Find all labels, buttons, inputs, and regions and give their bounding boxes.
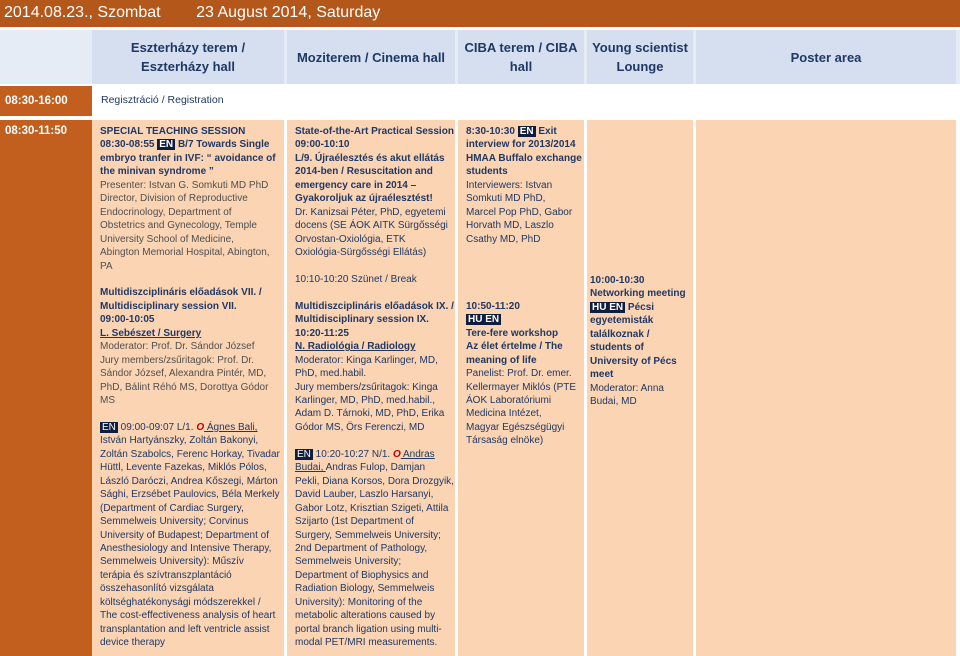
moderator: Moderator: Kinga Karlinger, MD, [295, 354, 438, 366]
interviewers: Horvath MD, Laszlo [466, 220, 554, 232]
interviewers: Somkuti MD PhD, [466, 193, 546, 205]
event-title: students [466, 166, 508, 178]
jury-members: Jury members/zsűritagok: Prof. Dr. [100, 354, 254, 366]
column-cinema-hall [287, 120, 455, 656]
presenter-affiliation: Obstetrics and Gynecology, Temple [100, 220, 257, 232]
header-poster-area: Poster area [696, 30, 956, 84]
abstract-id: 10:20-10:27 N/1. [312, 448, 393, 460]
panelist: Magyar Egészségügyi [466, 421, 565, 433]
abstract-text: University of Budapest; Department of [100, 529, 269, 541]
abstract-text: terápia és szívtranszplantáció [100, 569, 232, 581]
slot-time: 08:30-08:55 [100, 139, 158, 151]
break-slot: 10:10-10:20 Szünet / Break [295, 273, 417, 285]
language-badge: EN [297, 448, 311, 460]
session-topic: N. Radiológia / Radiology [295, 341, 416, 353]
presenting-author: Budai, [295, 462, 326, 474]
presenter-affiliation: PA [100, 260, 113, 272]
networking-title: students of [590, 342, 644, 354]
abstract-text: Hüttl, Levente Fazekas, Miklós Pólos, [100, 462, 267, 474]
abstract-text: költséghatékonysági módszerekkel / [100, 596, 261, 608]
jury-members: Karlinger, MD, PhD, med.habil., [295, 395, 436, 407]
talk-title: embryo tranfer in IVF: “ avoidance of [100, 152, 276, 164]
special-session-title: SPECIAL TEACHING SESSION [100, 126, 246, 137]
registration-label: Regisztráció / Registration [101, 94, 224, 106]
talk-title: B/7 Towards Single [175, 139, 270, 151]
talk-title: L/9. Újraélesztés és akut ellátás [295, 152, 445, 164]
session-topic: L. Sebészet / Surgery [100, 327, 202, 339]
abstract-text: device therapy [100, 637, 166, 649]
language-badge: EN [159, 139, 174, 151]
abstract-text: metabolic alterations caused by [295, 610, 436, 622]
abstract-text: David Lauber, Laszlo Harsanyi, [295, 489, 434, 501]
jury-members: PhD, Bálint Réhó MS, Dorottya Gódor [100, 381, 269, 393]
panelist: Panelist: Prof. Dr. emer. [466, 368, 572, 380]
language-badge: EN [519, 126, 534, 137]
abstract-text: Anesthesiology and Intensive Therapy, [100, 543, 272, 555]
abstract-text: 2nd Department of Pathology, [295, 543, 428, 554]
talk-title: Gyakoroljuk az újraélesztést! [295, 193, 433, 205]
abstract-text: The cost-effectiveness analysis of heart [100, 610, 276, 622]
page-title: 2014.08.23., Szombat 23 August 2014, Saturday [4, 4, 381, 21]
talk-title: 2014-ben / Resuscitation and [295, 166, 433, 178]
column-eszterhazy-hall [92, 120, 284, 656]
presenter-affiliation: docens (SE ÁOK AITK Sürgősségi [295, 220, 448, 232]
networking-title: University of Pécs [590, 355, 677, 367]
presenter: Presenter: Istvan G. Somkuti MD PhD [100, 179, 269, 191]
presenter-affiliation: Endocrinology, Department of [100, 206, 232, 218]
networking-time: 10:00-10:30 [590, 275, 645, 286]
networking-title: Networking meeting [590, 288, 686, 300]
abstract-text: modal PET/MRI measurements. [295, 637, 438, 649]
interviewers: Interviewers: Istvan [466, 179, 553, 191]
header-cinema-hall: Moziterem / Cinema hall [287, 30, 455, 84]
workshop-time: 10:50-11:20 [466, 300, 520, 312]
panelist: ÁOK Laboratóriumi [466, 395, 552, 406]
abstract-text: Zoltán Szabolcs, Ferenc Horkay, Tivadar [100, 448, 280, 460]
language-badge: EN [102, 421, 116, 433]
presenting-author: Andras [400, 448, 435, 460]
abstract-text: István Hartyánszky, Zoltán Bakonyi, [100, 435, 259, 447]
session-title: Multidisciplinary session IX. [295, 314, 429, 326]
abstract-text: összehasonlító vizsgálata [100, 583, 214, 595]
interviewers: Csathy MD, PhD [466, 233, 541, 245]
session-time: 10:20-11:25 [295, 327, 349, 339]
networking-title: egyetemisták [590, 315, 654, 327]
presenter-affiliation: Orvostan-Oxiológia, ETK [295, 233, 406, 245]
interviewers: Marcel Pop PhD, Gabor [466, 206, 573, 218]
abstract-text: transplantation and left ventricle assist [100, 623, 270, 635]
panelist: Medicina Intézet, [466, 408, 542, 420]
jury-members: Jury members/zsűritagok: Kinga [295, 381, 438, 393]
panelist: Kellermayer Miklós (PTE [466, 381, 577, 393]
abstract-text: portal branch ligation using multi- [295, 623, 442, 635]
workshop-topic: meaning of life [466, 354, 537, 366]
workshop-title: Tere-fere workshop [466, 327, 559, 339]
presenting-author: Ágnes Bali, [204, 421, 258, 433]
jury-members: MS [100, 395, 115, 407]
networking-title: találkoznak / [590, 328, 650, 340]
abstract-text: Pekli, Diana Korsos, Dora Drozgyik, [295, 475, 454, 487]
presenter-affiliation: Director, Division of Reproductive [100, 193, 248, 205]
practical-session-title: State-of-the-Art Practical Session [295, 126, 454, 137]
moderator: Moderator: Prof. Dr. Sándor József [100, 341, 255, 353]
session-time: 09:00-10:10 [295, 139, 350, 151]
slot-time: 8:30-10:30 [466, 126, 518, 137]
networking-title: meet [590, 369, 614, 381]
header-ciba-hall: CIBA terem / CIBA hall [458, 30, 584, 84]
moderator: PhD, med.habil. [295, 368, 367, 380]
session-title: Multidiszciplináris előadások IX. / [295, 300, 454, 312]
abstract-text: Szijarto (1st Department of [295, 516, 414, 528]
abstract-text: Semmelweis University): Műszív [100, 556, 244, 568]
abstract-text: Department of Biophysics and [295, 569, 429, 581]
abstract-text: Sághi, Erzsébet Paulovics, Béla Merkely [100, 489, 280, 501]
abstract-text: Semmelweis University; Corvinus [100, 516, 249, 528]
header-eszterhazy-hall: Eszterházy terem / Eszterházy hall [92, 30, 284, 84]
workshop-topic: Az élet értelme / The [466, 341, 563, 353]
header-young-scientist-lounge: Young scientist Lounge [587, 30, 693, 84]
networking-block [587, 274, 693, 409]
presenter: Dr. Kanizsai Péter, PhD, egyetemi [295, 206, 446, 218]
event-title: HMAA Buffalo exchange [466, 152, 582, 164]
jury-members: Gódor MS, Örs Ferenczi, MD [295, 421, 425, 433]
panelist: Társaság elnöke) [466, 435, 544, 447]
presenter-affiliation: Oxiológia-Sürgősségi Ellátás) [295, 247, 427, 259]
abstract-text: László Daróczi, Andrea Kőszegi, Márton [100, 475, 278, 487]
networking-title: Pécsi [625, 301, 655, 313]
time-registration: 08:30-16:00 [0, 86, 92, 116]
moderator: Moderator: Anna [590, 382, 664, 394]
talk-title: emergency care in 2014 – [295, 179, 417, 191]
language-badge: HU EN [468, 314, 500, 326]
event-title: Exit [535, 126, 557, 137]
session-time: 09:00-10:05 [100, 314, 155, 326]
session-title: Multidisciplinary session VII. [100, 300, 237, 312]
abstract-text: Radiation Biology, Semmelweis [295, 583, 435, 595]
abstract-text: Andras Fulop, Damjan [325, 462, 426, 474]
presentation-type-marker: O [392, 448, 401, 460]
abstract-id: 09:00-09:07 L/1. [117, 421, 197, 433]
column-ciba-hall [458, 120, 584, 656]
abstract-text: Gabor Lotz, Krisztian Szigeti, Attila [295, 502, 449, 514]
abstract-text: Surgery, Semmelweis University; [295, 529, 441, 541]
abstract-text: Semmelweis University; [295, 556, 402, 568]
presenter-affiliation: University School of Medicine, [100, 233, 234, 245]
abstract-text: University): Monitoring of the [295, 596, 423, 608]
presenter-affiliation: Abington Memorial Hospital, Abington, [100, 247, 270, 259]
talk-title: the minivan syndrome ” [100, 166, 214, 178]
session-title: Multidiszciplináris előadások VII. / [100, 287, 262, 299]
moderator: Budai, MD [590, 396, 637, 408]
jury-members: Adam D. Tárnoki, MD, PhD, Erika [295, 408, 445, 420]
column-poster-area [696, 120, 956, 656]
jury-members: Sándor József, Alexandra Pintér, MD, [100, 368, 267, 380]
date-title-bar [0, 0, 960, 27]
abstract-text: (Department of Cardiac Surgery, [100, 502, 244, 514]
event-title: interview for 2013/2014 [466, 139, 576, 151]
presentation-type-marker: O [196, 421, 205, 433]
time-morning: 08:30-11:50 [0, 120, 92, 656]
language-badge: HU EN [592, 301, 624, 313]
